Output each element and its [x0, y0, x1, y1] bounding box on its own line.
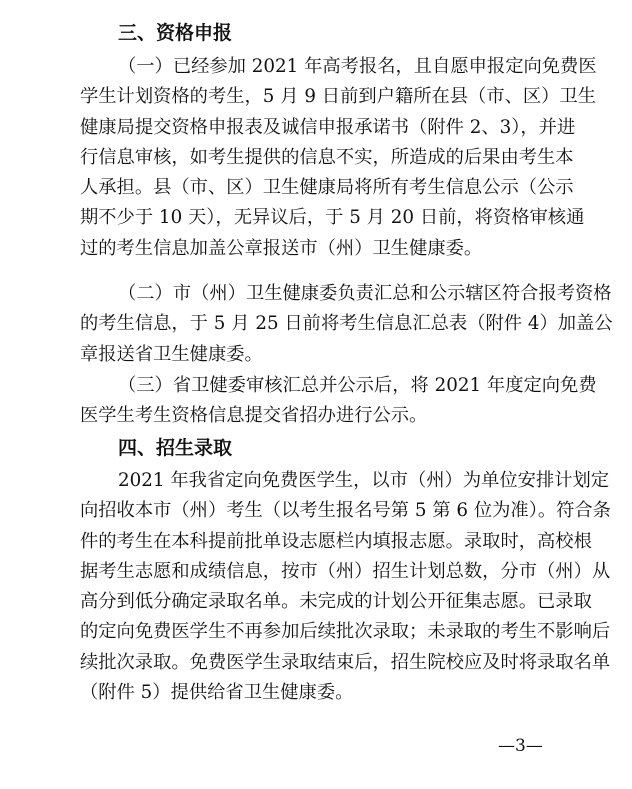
text-line: 件的考生在本科提前批单设志愿栏内填报志愿。录取时，高校根 [80, 530, 592, 552]
text-line: （三）省卫健委审核汇总并公示后，将 2021 年度定向免费 [118, 375, 597, 396]
text-line: 过的考生信息加盖公章报送市（州）卫生健康委。 [80, 237, 483, 259]
text-line: 行信息审核，如考生提供的信息不实，所造成的后果由考生本 [80, 146, 574, 168]
text-line: 高分到低分确定录取名单。未完成的计划公开征集志愿。已录取 [80, 591, 592, 613]
paragraph-qualification-2 [80, 279, 613, 370]
text-line: （附件 5）提供给省卫生健康委。 [80, 682, 354, 704]
text-line: （一）已经参加 2021 年高考报名，且自愿申报定向免费医 [118, 56, 597, 77]
paragraph-qualification-3 [80, 371, 597, 432]
text-line: 续批次录取。免费医学生录取结束后，招生院校应及时将录取名单 [80, 651, 611, 673]
section-heading-qualification: 三、资格申报 [118, 22, 233, 44]
text-line: 学生计划资格的考生，5 月 9 日前到户籍所在县（市、区）卫生 [80, 86, 597, 108]
text-line: 的考生信息，于 5 月 25 日前将考生信息汇总表（附件 4）加盖公 [80, 313, 613, 335]
text-line: 向招收本市（州）考生（以考生报名号第 5 第 6 位为准）。符合条 [80, 500, 611, 522]
paragraph-admission-1 [80, 466, 611, 708]
text-line: 据考生志愿和成绩信息，按市（州）招生计划总数，分市（州）从 [80, 560, 611, 582]
text-line: （二）市（州）卫生健康委负责汇总和公示辖区符合报考资格 [118, 283, 612, 304]
text-line: 2021 年我省定向免费医学生，以市（州）为单位安排计划定 [118, 470, 610, 491]
text-line: 的定向免费医学生不再参加后续批次录取；未录取的考生不影响后 [80, 621, 611, 643]
text-line: 人承担。县（市、区）卫生健康局将所有考生信息公示（公示 [80, 177, 574, 199]
paragraph-qualification-1 [80, 52, 597, 264]
text-line: 期不少于 10 天），无异议后，于 5 月 20 日前，将资格审核通 [80, 207, 585, 229]
text-line: 健康局提交资格申报表及诚信申报承诺书（附件 2、3），并进 [80, 116, 576, 138]
page-number: —3— [498, 736, 543, 756]
text-line: 章报送省卫生健康委。 [80, 343, 263, 365]
text-line: 医学生考生资格信息提交省招办进行公示。 [80, 405, 428, 427]
section-heading-admission: 四、招生录取 [118, 437, 233, 459]
